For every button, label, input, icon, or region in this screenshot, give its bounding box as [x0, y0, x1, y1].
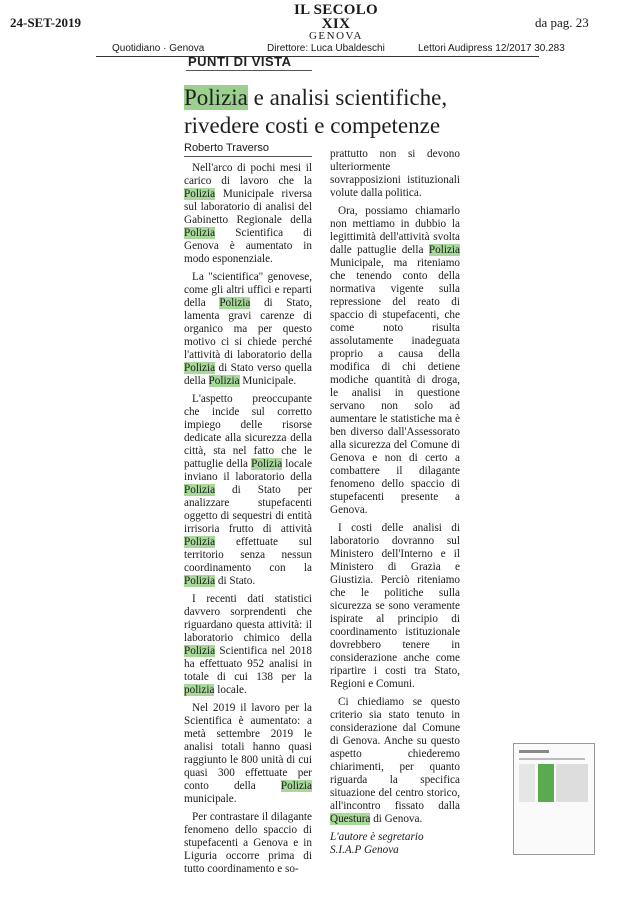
highlighted-term: Polizia	[280, 780, 312, 792]
author: Roberto Traverso	[184, 142, 269, 154]
headline-text: e analisi scientifiche, rivedere costi e competenze	[184, 85, 448, 138]
paragraph: Ora, possiamo chiamarlo non mettiamo in dubbio la legittimità dell'attività svolta dalle pattuglie della Polizia Municipale, ma riteniamo che tenendo conto della normativa vigente sulla repressione del reato di spaccio di stupefacenti, che come noto risulta assolutamente inadeguata proprio a causa della modifica di chi detiene modiche quantità di droga, le analisi in questione servano non solo ad aumentare le statistiche ma è ben diverso dall'Assessorato alla sicurezza del Comune di Genova e non di certo a combattere il dilagante fenomeno dello spaccio di stupefacenti presente a Genova.	[330, 205, 460, 516]
highlighted-term: Polizia	[428, 244, 460, 256]
headline	[184, 84, 484, 140]
highlighted-term: Polizia	[184, 362, 216, 374]
page-reference: da pag. 23	[535, 15, 589, 30]
highlighted-term: polizia	[184, 684, 215, 696]
paragraph: I costi delle analisi di laboratorio dovranno sul Ministero dell'Interno e il Ministero di Grazia e Giustizia. Perciò riteniamo che le politiche sulla sicurezza se sono veramente ispirate al principio di coordinamento istituzionale dovrebbero tenere in considerazione anche come ripartire i costi tra Stato, Regioni e Comuni.	[330, 522, 460, 690]
paragraph: Nell'arco di pochi mesi il carico di lavoro che la Polizia Municipale riversa sul laboratorio di analisi del Gabinetto Regionale della Polizia Scientifica di Genova è aumentato in modo esponenziale.	[184, 162, 312, 265]
section-rule	[186, 70, 312, 71]
highlighted-term: Polizia	[184, 536, 216, 548]
issue-date: 24-SET-2019	[10, 15, 82, 30]
paragraph: L'aspetto preoccupante che incide sul corretto impiego delle risorse dedicate alla sicurezza della città, sta nel fatto che le pattuglie della Polizia locale inviano il laboratorio della Polizia di Stato per analizzare stupefacenti oggetto di sequestri di entità irrisoria frutto di attività Polizia effettuate sul territorio senza nessun coordinamento con la Polizia di Stato.	[184, 393, 312, 587]
section-label: PUNTI DI VISTA	[188, 54, 292, 69]
publication-type: Quotidiano · Genova	[112, 43, 205, 54]
highlighted-term: Questura	[330, 813, 371, 825]
highlighted-term: Polizia	[208, 375, 240, 387]
paragraph: Per contrastare il dilagante fenomeno dello spaccio di stupefacenti a Genova e in Liguria occorre prima di tutto coordinamento e so-	[184, 811, 312, 875]
director: Direttore: Luca Ubaldeschi	[267, 43, 385, 54]
highlighted-term: Polizia	[184, 227, 216, 239]
paragraph: Nel 2019 il lavoro per la Scientifica è aumentato: a metà settembre 2019 le analisi totali hanno quasi raggiunto le 800 unità di cui quasi 300 effettuate per conto della Polizia municipale.	[184, 702, 312, 805]
paragraph: prattutto non si devono ulteriormente sovrapposizioni istituzionali volute dalla politica.	[330, 148, 460, 199]
readership: Lettori Audipress 12/2017 30.283	[418, 43, 565, 54]
masthead-edition: GENOVA	[308, 30, 364, 42]
article-column-1	[184, 162, 312, 881]
masthead	[280, 3, 392, 42]
signature: L'autore è segretario S.I.A.P Genova	[330, 831, 424, 856]
paragraph: I recenti dati statistici davvero sorprendenti che riguardano questa attività: il laboratorio chimico della Polizia Scientifica nel 2018 ha effettuato 952 analisi in totale di cui 138 per la polizia locale.	[184, 593, 312, 696]
highlighted-term: Polizia	[184, 575, 216, 587]
highlighted-term: Polizia	[184, 484, 216, 496]
article-column-2	[330, 148, 460, 862]
masthead-title: IL SECOLO XIX	[294, 2, 378, 32]
page-thumbnail	[513, 743, 595, 855]
header-rule	[96, 56, 539, 57]
highlighted-term: Polizia	[184, 645, 216, 657]
highlighted-term: Polizia	[184, 188, 216, 200]
paragraph: Ci chiediamo se questo criterio sia stato tenuto in considerazione dal Comune di Genova. Anche su questo aspetto chiederemo chiarimenti, per quanto riguarda la specifica situazione del centro storico, all'incontro fissato dalla Questura di Genova.	[330, 696, 460, 825]
highlighted-term: Polizia	[251, 458, 283, 470]
paragraph: La "scientifica" genovese, come gli altri uffici e reparti della Polizia di Stato, lamenta gravi carenze di organico ma per questo motivo ci si chiede perché l'attività di laboratorio della Polizia di Stato verso quella della Polizia Municipale.	[184, 271, 313, 387]
author-rule	[184, 156, 312, 157]
highlighted-term: Polizia	[219, 297, 251, 309]
headline-highlight: Polizia	[184, 85, 248, 110]
